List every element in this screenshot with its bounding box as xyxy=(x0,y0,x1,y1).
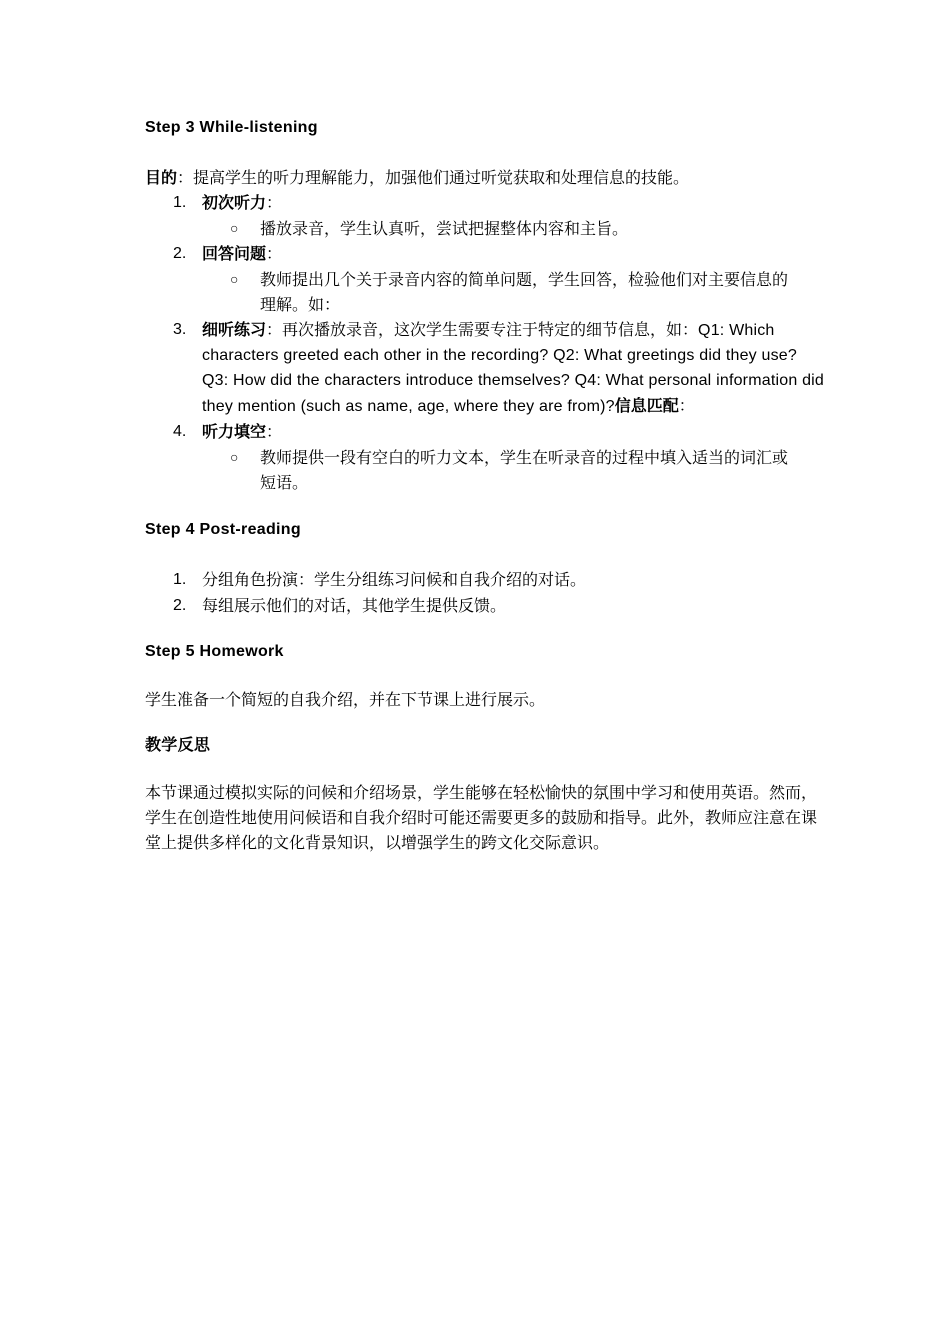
item-text: 每组展示他们的对话，其他学生提供反馈。 xyxy=(202,596,507,615)
step3-list xyxy=(145,190,825,495)
list-number: 4. xyxy=(173,423,187,440)
reflection-heading: 教学反思 xyxy=(145,735,211,754)
document-page xyxy=(145,117,825,855)
bullet-icon: ○ xyxy=(230,449,239,465)
purpose-label: 目的 xyxy=(145,168,178,187)
step4-heading: Step 4 Post-reading xyxy=(145,521,301,538)
item-title: 听力填空 xyxy=(202,422,267,441)
step3-item-4 xyxy=(145,419,825,495)
list-number: 1. xyxy=(173,194,187,211)
sub-item xyxy=(202,267,825,317)
list-number: 1. xyxy=(173,571,187,588)
sub-item xyxy=(202,445,825,495)
bullet-icon: ○ xyxy=(230,271,239,287)
item-title: 初次听力 xyxy=(202,193,267,212)
item-text: 分组角色扮演：学生分组练习问候和自我介绍的对话。 xyxy=(202,570,587,589)
item-text: 再次播放录音，这次学生需要专注于特定的细节信息，如： xyxy=(282,320,699,339)
step3-item-2 xyxy=(145,241,825,317)
sub-item-text: 教师提供一段有空白的听力文本，学生在听录音的过程中填入适当的词汇或短语。 xyxy=(260,448,789,492)
step4-list xyxy=(145,567,825,619)
reflection-text: 本节课通过模拟实际的问候和介绍场景，学生能够在轻松愉快的氛围中学习和使用英语。然而，学生在创造性地使用问候语和自我介绍时可能还需要更多的鼓励和指导。此外，教师应注意在课堂上提供多样化的文化背景知识，以增强学生的跨文化交际意识。 xyxy=(145,783,818,852)
step5-heading: Step 5 Homework xyxy=(145,643,284,660)
item-tail-colon: ： xyxy=(678,396,695,415)
item-colon: ： xyxy=(266,320,283,339)
sub-list xyxy=(202,267,825,317)
item-colon: ： xyxy=(266,422,283,441)
item-title: 细听练习 xyxy=(202,320,267,339)
bullet-icon: ○ xyxy=(230,220,239,236)
item-colon: ： xyxy=(266,193,283,212)
step4-item-2 xyxy=(145,593,825,619)
list-number: 3. xyxy=(173,321,187,338)
sub-list xyxy=(202,216,825,241)
step3-heading: Step 3 While-listening xyxy=(145,119,318,136)
step3-item-3 xyxy=(145,317,825,419)
step3-purpose xyxy=(145,165,825,190)
sub-item xyxy=(202,216,825,241)
question-list-text: Q1: Which characters greeted each other in the recording? Q2: What greetings did they use? Q3: How did the characters introduce themselves? Q4: What personal information did they mention (such as name, age, where they are from)? xyxy=(202,322,825,415)
step5-text: 学生准备一个简短的自我介绍，并在下节课上进行展示。 xyxy=(145,690,546,709)
purpose-text: 提高学生的听力理解能力，加强他们通过听觉获取和处理信息的技能。 xyxy=(193,168,690,187)
item-title: 回答问题 xyxy=(202,244,267,263)
step3-item-1 xyxy=(145,190,825,241)
sub-item-text: 播放录音，学生认真听，尝试把握整体内容和主旨。 xyxy=(260,219,629,238)
purpose-colon: ： xyxy=(177,168,194,187)
list-number: 2. xyxy=(173,597,187,614)
sub-item-text: 教师提出几个关于录音内容的简单问题，学生回答，检验他们对主要信息的理解。如： xyxy=(260,270,789,314)
item-colon: ： xyxy=(266,244,283,263)
sub-list xyxy=(202,445,825,495)
step4-item-1 xyxy=(145,567,825,593)
list-number: 2. xyxy=(173,245,187,262)
item-tail-title: 信息匹配 xyxy=(614,396,679,415)
